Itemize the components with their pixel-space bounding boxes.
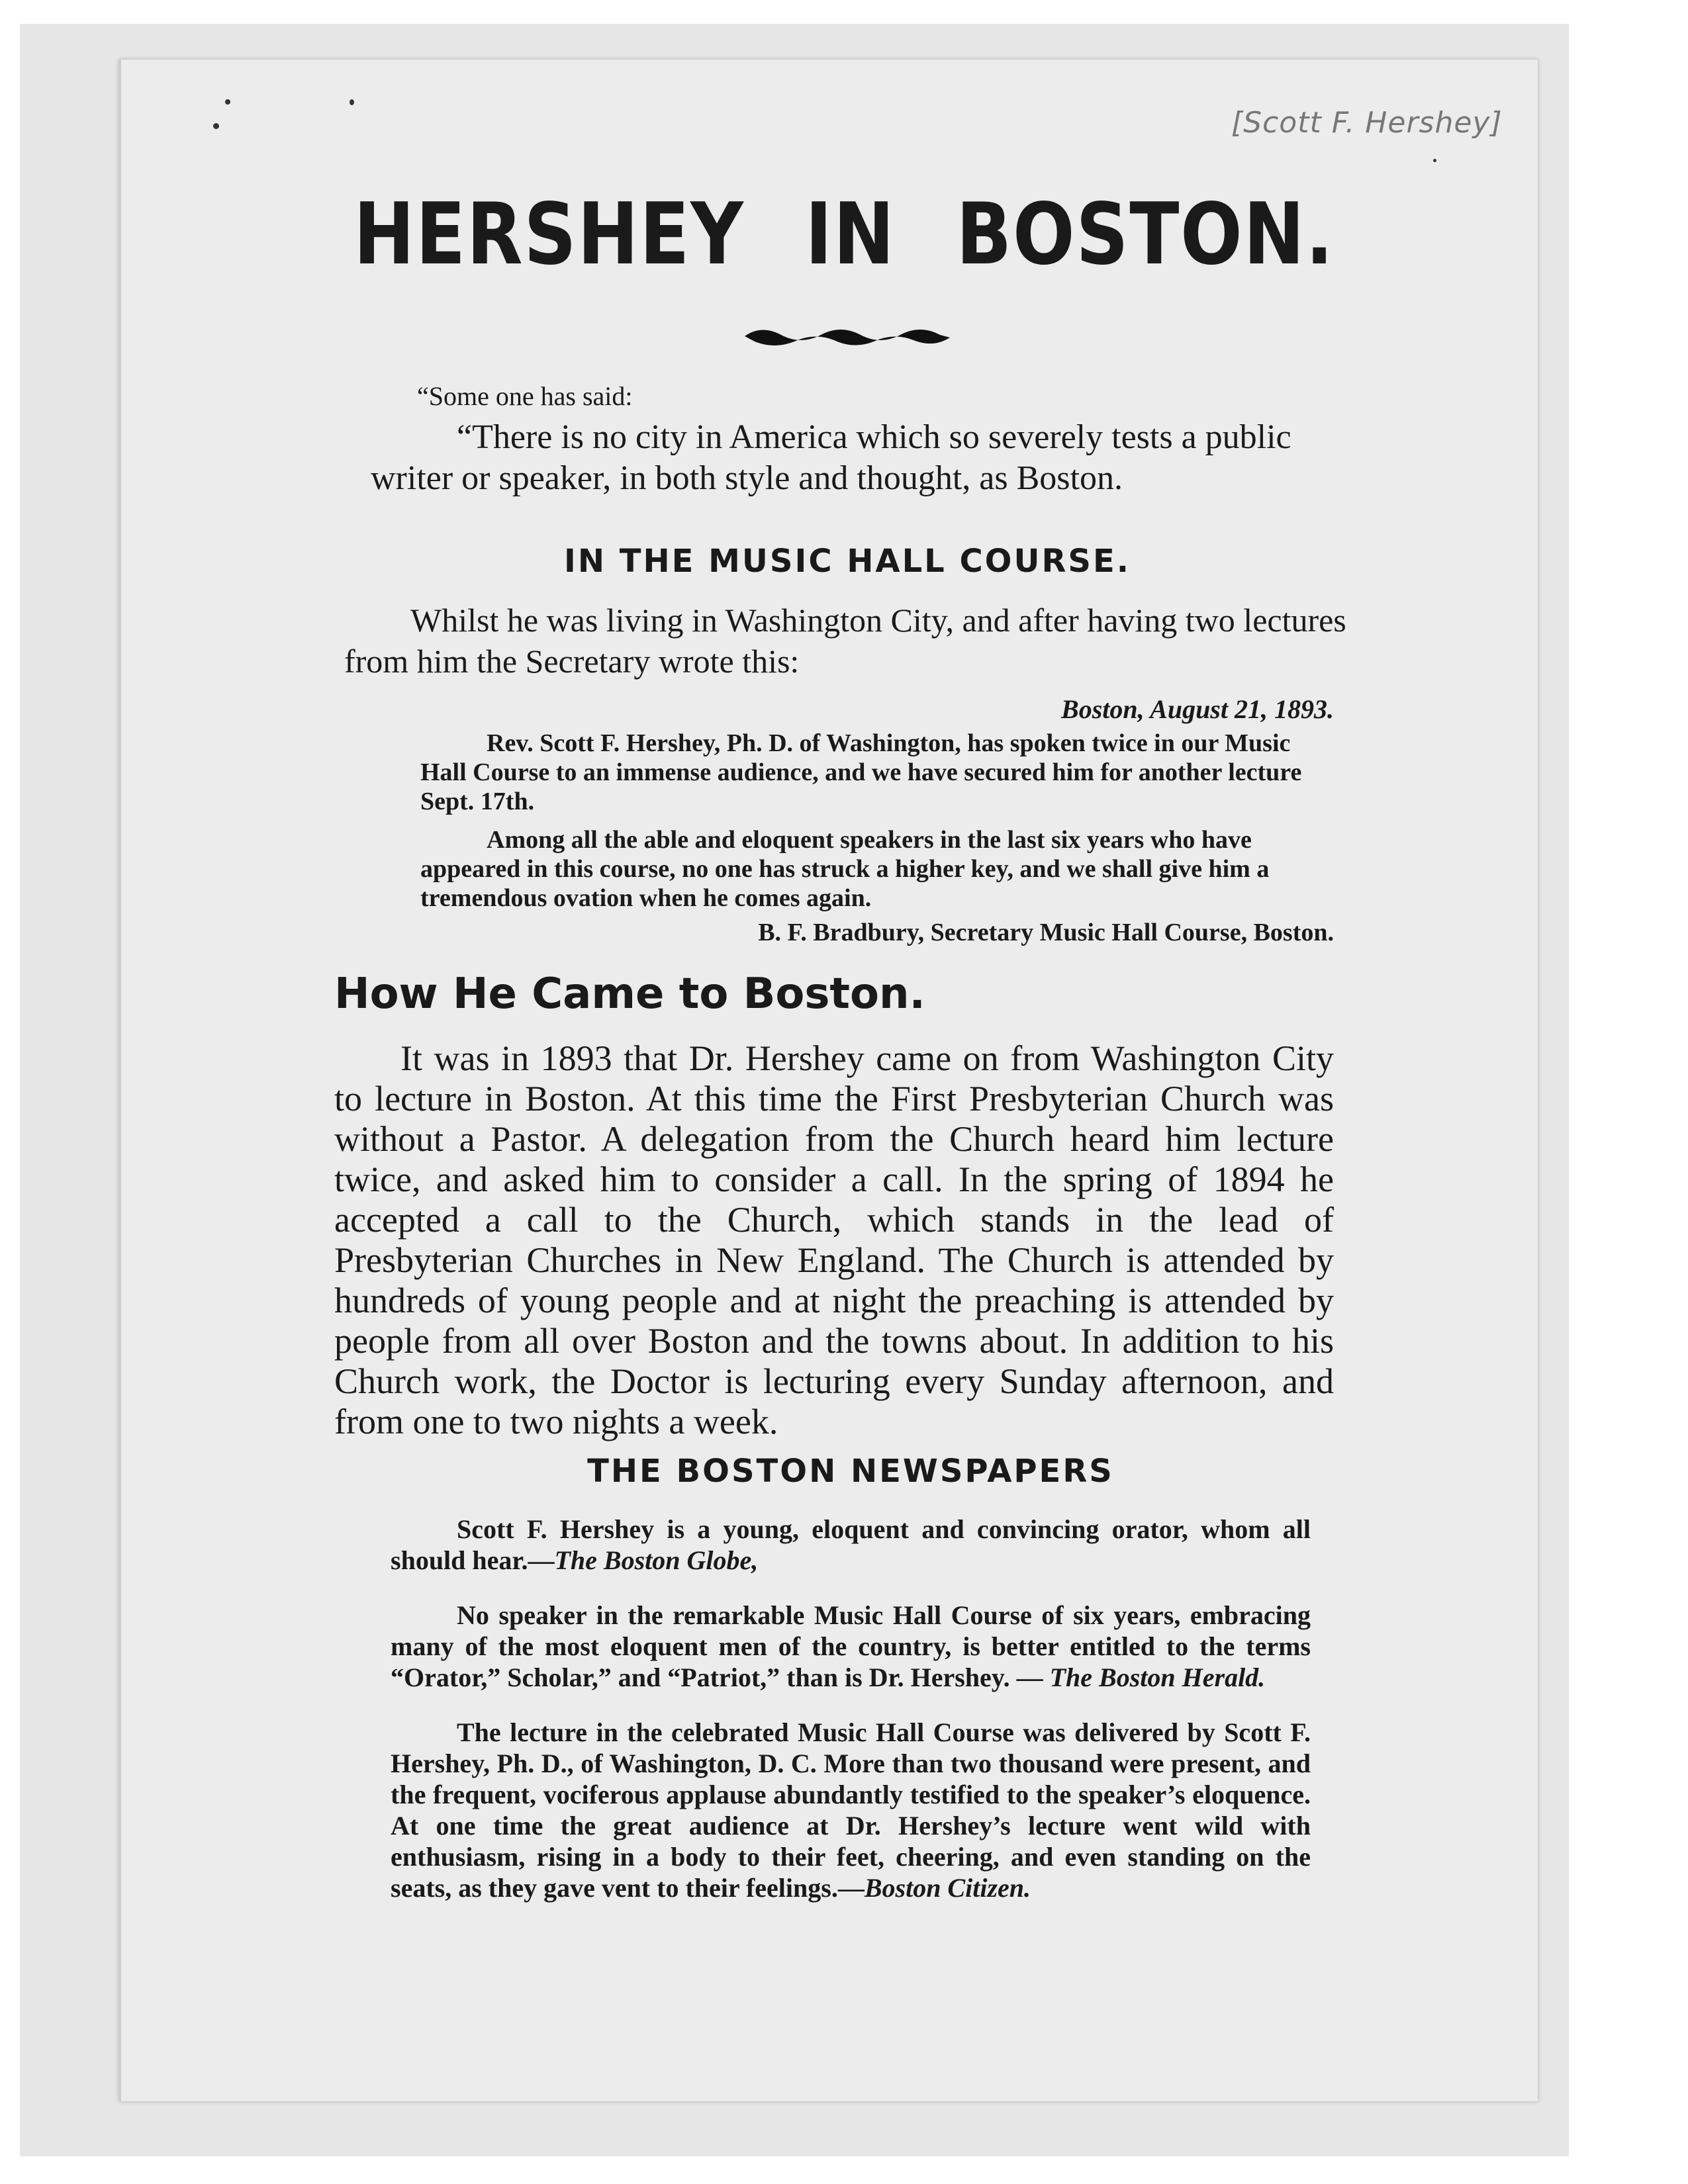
ink-speck [213, 123, 219, 129]
quote-citizen: The lecture in the celebrated Music Hall Course was delivered by Scott F. Hershey, Ph. D., of Washington, D. C. More than two thousand were present, and the frequent, vociferous applause abundantly testified to the speaker’s eloquence. At one time the great audience at Dr. Hershey’s lecture went wild with enthusiasm, rising in a body to their feet, cheering, and even standing on the seats, as they gave vent to their feelings.—Boston Citizen. [391, 1717, 1311, 1903]
letter-signature: B. F. Bradbury, Secretary Music Hall Course, Boston. [758, 919, 1334, 946]
quote-herald: No speaker in the remarkable Music Hall Course of six years, embracing many of the most eloquent men of the country, is better entitled to the terms “Orator,” Scholar,” and “Patriot,” than is Dr. Hershey. — The Boston Herald. [391, 1600, 1311, 1692]
quote-globe: Scott F. Hershey is a young, eloquent and convincing orator, whom all should hear.—The Boston Globe, [391, 1514, 1311, 1575]
ink-speck [1433, 159, 1436, 162]
newspapers-section [391, 1453, 1311, 1927]
how-came-body: It was in 1893 that Dr. Hershey came on from Washington City to lecture in Boston. At this time the First Presbyterian Church was without a Pastor. A delegation from the Church heard him lecture twice, and asked him to consider a call. In the spring of 1894 he accepted a call to the Church, which stands in the lead of Presbyterian Churches in New England. The Church is attended by hundreds of young people and at night the preaching is attended by people from all over Boston and the towns about. In addition to his Church work, the Doctor is lecturing every Sunday afternoon, and from one to two nights a week. [334, 1038, 1334, 1441]
how-came-section [334, 970, 1334, 1442]
intro-quote: “There is no city in America which so severely tests a public writer or speaker, in both style and thought, as Boston. [371, 418, 1291, 497]
newspaper-quotes [391, 1514, 1311, 1903]
intro-line: “Some one has said: [417, 381, 633, 411]
secretary-letter [420, 694, 1334, 947]
handwritten-margin-note: [Scott F. Hershey] [1231, 106, 1503, 140]
music-hall-section [344, 543, 1350, 682]
quote-source: The Boston Globe, [554, 1545, 759, 1575]
quote-source: The Boston Herald. [1049, 1662, 1266, 1692]
page-title: HERSHEY IN BOSTON. [353, 185, 1335, 284]
intro-section [371, 381, 1350, 499]
ink-speck [225, 99, 230, 105]
how-came-heading: How He Came to Boston. [334, 970, 925, 1019]
letter-dateline: Boston, August 21, 1893. [1061, 694, 1334, 724]
letter-paragraph-1: Rev. Scott F. Hershey, Ph. D. of Washington, has spoken twice in our Music Hall Course to an immense audience, and we have secured him for another lecture Sept. 17th. [420, 729, 1302, 815]
quote-source: Boston Citizen. [864, 1873, 1031, 1903]
music-hall-intro: Whilst he was living in Washington City, and after having two lectures from him the Secretary wrote this: [344, 602, 1346, 680]
ink-speck [350, 99, 354, 105]
music-hall-heading: IN THE MUSIC HALL COURSE. [563, 543, 1131, 580]
letter-paragraph-2: Among all the able and eloquent speakers in the last six years who have appeared in this course, no one has struck a higher key, and we shall give him a tremendous ovation when he comes again. [420, 826, 1270, 912]
newspapers-heading: THE BOSTON NEWSPAPERS [587, 1453, 1114, 1490]
wave-divider-icon [741, 323, 953, 349]
